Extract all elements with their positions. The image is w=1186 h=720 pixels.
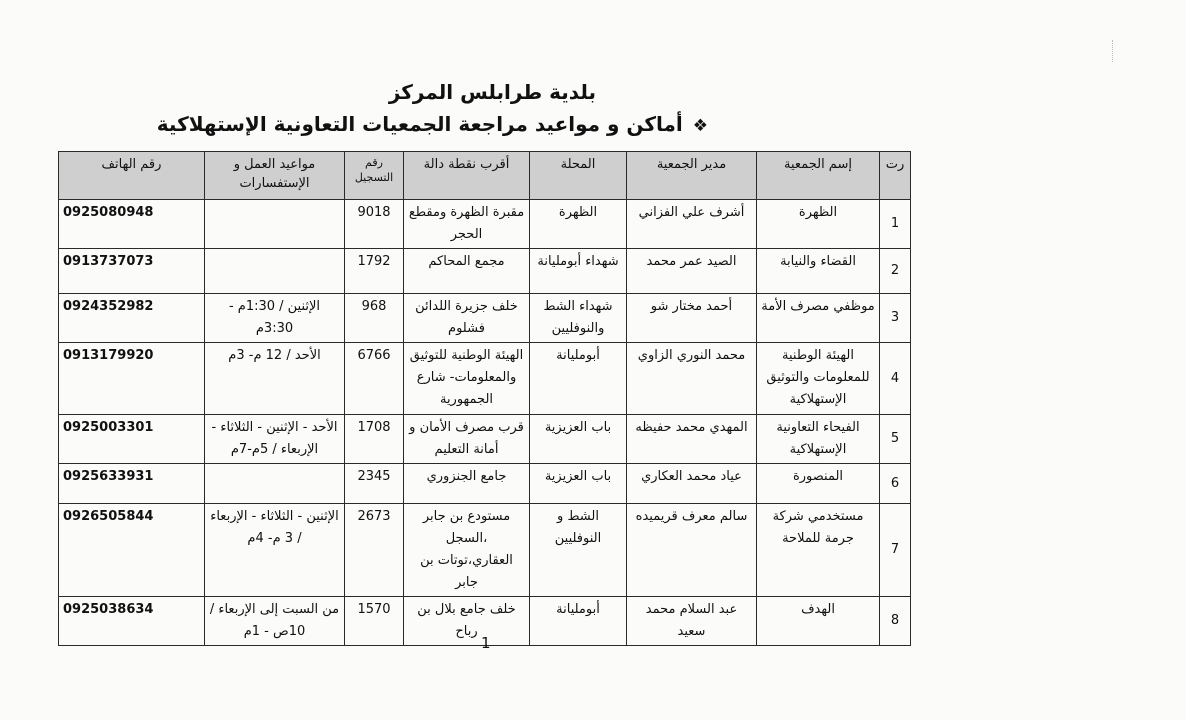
row-reg: 2345 [345, 464, 404, 504]
header-name: إسم الجمعية [757, 152, 880, 200]
row-area: شهداء أبومليانة [530, 249, 627, 294]
row-landmark: مجمع المحاكم [404, 249, 530, 294]
table-row [59, 200, 911, 249]
table-row [59, 249, 911, 294]
diamond-bullet-icon: ❖ [692, 116, 708, 136]
row-hours [205, 249, 345, 294]
row-phone: 0925038634 [59, 597, 205, 646]
row-area: شهداء الشط والنوفليين [530, 294, 627, 343]
header-phone: رقم الهاتف [59, 152, 205, 200]
row-landmark: خلف جامع بلال بن رباح [404, 597, 530, 646]
row-serial: 1 [880, 200, 911, 249]
header-manager: مدير الجمعية [627, 152, 757, 200]
row-manager: عبد السلام محمد سعيد [627, 597, 757, 646]
row-phone: 0913179920 [59, 343, 205, 415]
row-name: الظهرة [757, 200, 880, 249]
row-hours: من السبت إلى الإربعاء / 10ص - 1م [205, 597, 345, 646]
scan-mark [1112, 40, 1119, 62]
header-landmark: أقرب نقطة دالة [404, 152, 530, 200]
row-landmark: قرب مصرف الأمان و أمانة التعليم [404, 415, 530, 464]
row-name: المنصورة [757, 464, 880, 504]
row-name: الهدف [757, 597, 880, 646]
row-landmark: خلف جزيرة اللدائن فشلوم [404, 294, 530, 343]
row-reg: 1570 [345, 597, 404, 646]
row-manager: عياد محمد العكاري [627, 464, 757, 504]
row-hours [205, 464, 345, 504]
row-reg: 1708 [345, 415, 404, 464]
page-subtitle [157, 112, 708, 136]
table-row [59, 415, 911, 464]
row-hours: الأحد - الإثنين - الثلاثاء - الإربعاء / 5م-7م [205, 415, 345, 464]
table-header-row [59, 152, 911, 200]
row-phone: 0913737073 [59, 249, 205, 294]
row-manager: أشرف علي الفزاني [627, 200, 757, 249]
row-manager: محمد النوري الزاوي [627, 343, 757, 415]
row-name: الهيئة الوطنية للمعلومات والتوثيق الإستهلاكية [757, 343, 880, 415]
row-area: الشط و النوفليين [530, 504, 627, 597]
row-phone: 0924352982 [59, 294, 205, 343]
page-title: بلدية طرابلس المركز [388, 80, 596, 104]
row-area: باب العزيزية [530, 415, 627, 464]
row-reg: 968 [345, 294, 404, 343]
header-hours: مواعيد العمل و الإستفسارات [205, 152, 345, 200]
table-row [59, 464, 911, 504]
table-row [59, 294, 911, 343]
table-row [59, 504, 911, 597]
row-hours: الإثنين / 1:30م - 3:30م [205, 294, 345, 343]
row-serial: 8 [880, 597, 911, 646]
header-area: المحلة [530, 152, 627, 200]
row-serial: 7 [880, 504, 911, 597]
row-area: أبومليانة [530, 597, 627, 646]
row-hours: الأحد / 12 م- 3م [205, 343, 345, 415]
row-landmark: جامع الجنزوري [404, 464, 530, 504]
row-reg: 6766 [345, 343, 404, 415]
row-manager: أحمد مختار شو [627, 294, 757, 343]
row-landmark: الهيئة الوطنية للتوثيق والمعلومات- شارع الجمهورية [404, 343, 530, 415]
row-area: الظهرة [530, 200, 627, 249]
row-name: مستخدمي شركة جرمة للملاحة [757, 504, 880, 597]
row-phone: 0926505844 [59, 504, 205, 597]
row-serial: 6 [880, 464, 911, 504]
row-area: أبومليانة [530, 343, 627, 415]
row-area: باب العزيزية [530, 464, 627, 504]
page-number: 1 [481, 634, 491, 652]
row-reg: 2673 [345, 504, 404, 597]
row-hours [205, 200, 345, 249]
row-manager: المهدي محمد حفيظه [627, 415, 757, 464]
row-name: القضاء والنيابة [757, 249, 880, 294]
row-landmark: مستودع بن جابر ،السجل العقاري،توتات بن جابر [404, 504, 530, 597]
row-reg: 1792 [345, 249, 404, 294]
row-phone: 0925003301 [59, 415, 205, 464]
row-serial: 3 [880, 294, 911, 343]
row-serial: 4 [880, 343, 911, 415]
row-landmark: مقبرة الظهرة ومقطع الحجر [404, 200, 530, 249]
row-hours: الإثنين - الثلاثاء - الإربعاء / 3 م- 4م [205, 504, 345, 597]
header-serial: رت [880, 152, 911, 200]
row-name: الفيحاء التعاونية الإستهلاكية [757, 415, 880, 464]
row-phone: 0925080948 [59, 200, 205, 249]
table-row [59, 343, 911, 415]
row-manager: الصيد عمر محمد [627, 249, 757, 294]
row-name: موظفي مصرف الأمة [757, 294, 880, 343]
row-serial: 2 [880, 249, 911, 294]
row-manager: سالم معرف قريميده [627, 504, 757, 597]
row-phone: 0925633931 [59, 464, 205, 504]
header-reg: رقم التسجيل [345, 152, 404, 200]
subtitle-text: أماكن و مواعيد مراجعة الجمعيات التعاونية الإستهلاكية [156, 112, 683, 136]
row-serial: 5 [880, 415, 911, 464]
row-reg: 9018 [345, 200, 404, 249]
associations-table [58, 151, 911, 646]
